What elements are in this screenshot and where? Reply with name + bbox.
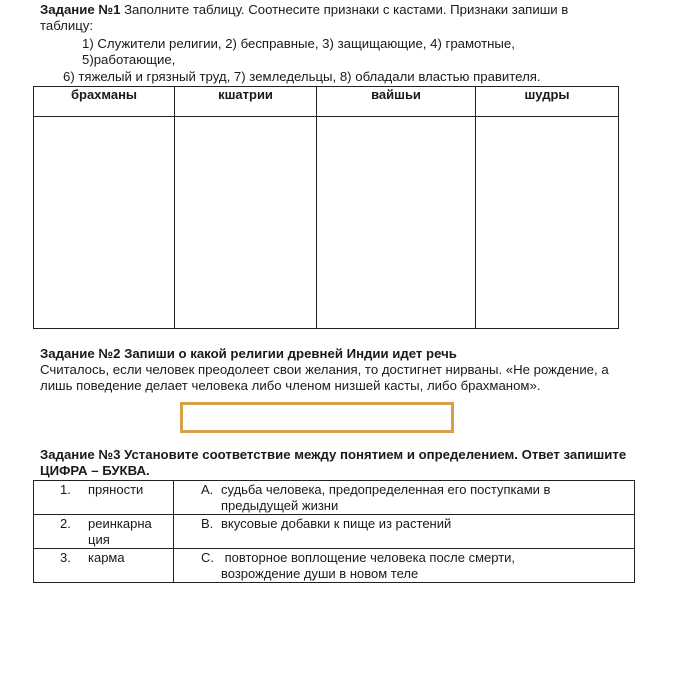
definition-cell [174,549,635,583]
task2-title: Задание №2 Запиши о какой религии древней Индии идет речь [40,346,457,361]
term-text-line1: реинкарна [88,516,152,531]
castes-table [33,86,619,329]
definition-cell [174,515,635,549]
answer-cell-shudras[interactable] [476,117,619,329]
task3-title-line1: Задание №3 Установите соответствие между понятием и определением. Ответ запишите [40,447,627,462]
answer-cell-vaishyas[interactable] [317,117,476,329]
column-header-shudras: шудры [476,87,619,117]
task1-instruction: Заполните таблицу. Соотнесите признаки с кастами. Признаки запиши в [124,2,569,17]
table-row [34,481,635,515]
answer-cell-kshatriyas[interactable] [175,117,317,329]
task1-options-line3: 6) тяжелый и грязный труд, 7) земледельцы, 8) обладали властью правителя. [63,69,541,84]
definition-text: вкусовые добавки к пище из растений [221,516,452,531]
definition-line: судьба человека, предопределенная его поступками в [221,482,551,497]
answer-cell-brahmins[interactable] [34,117,175,329]
definition-letter: В. [201,516,214,531]
term-text-line2: ция [88,532,110,547]
term-number: 1. [60,482,71,497]
definition-text [221,550,601,582]
task1-heading [40,2,568,18]
table-row [34,549,635,583]
task1-instruction-cont: таблицу: [40,18,94,33]
task1-options-line2: 5)работающие, [82,52,176,67]
castes-table-header [34,87,619,117]
definition-line: возрождение души в новом теле [221,566,419,581]
term-text: карма [88,550,125,565]
definition-line: повторное воплощение человека после смерти, [221,550,516,565]
castes-table-answer-row [34,117,619,329]
term-number: 3. [60,550,71,565]
task1-options-line1: 1) Служители религии, 2) бесправные, 3) защищающие, 4) грамотные, [82,36,515,51]
definition-letter: С. [201,550,214,565]
column-header-kshatriyas: кшатрии [175,87,317,117]
definition-text [221,482,601,514]
definition-line: предыдущей жизни [221,498,339,513]
term-cell [34,481,174,515]
term-cell [34,515,174,549]
task2-text-line1: Считалось, если человек преодолеет свои желания, то достигнет нирваны. «Не рождение, а [40,362,609,377]
task1-title: Задание №1 [40,2,121,17]
definition-letter: А. [201,482,214,497]
term-text: пряности [88,482,144,497]
column-header-vaishyas: вайшьи [317,87,476,117]
term-cell [34,549,174,583]
table-row [34,515,635,549]
task2-answer-box[interactable] [180,402,454,433]
task2-text-line2: лишь поведение делает человека либо членом низшей касты, либо брахманом». [40,378,541,393]
definition-cell [174,481,635,515]
task3-title-line2: ЦИФРА – БУКВА. [40,463,150,478]
matching-table [33,480,635,583]
column-header-brahmins: брахманы [34,87,175,117]
term-number: 2. [60,516,71,531]
